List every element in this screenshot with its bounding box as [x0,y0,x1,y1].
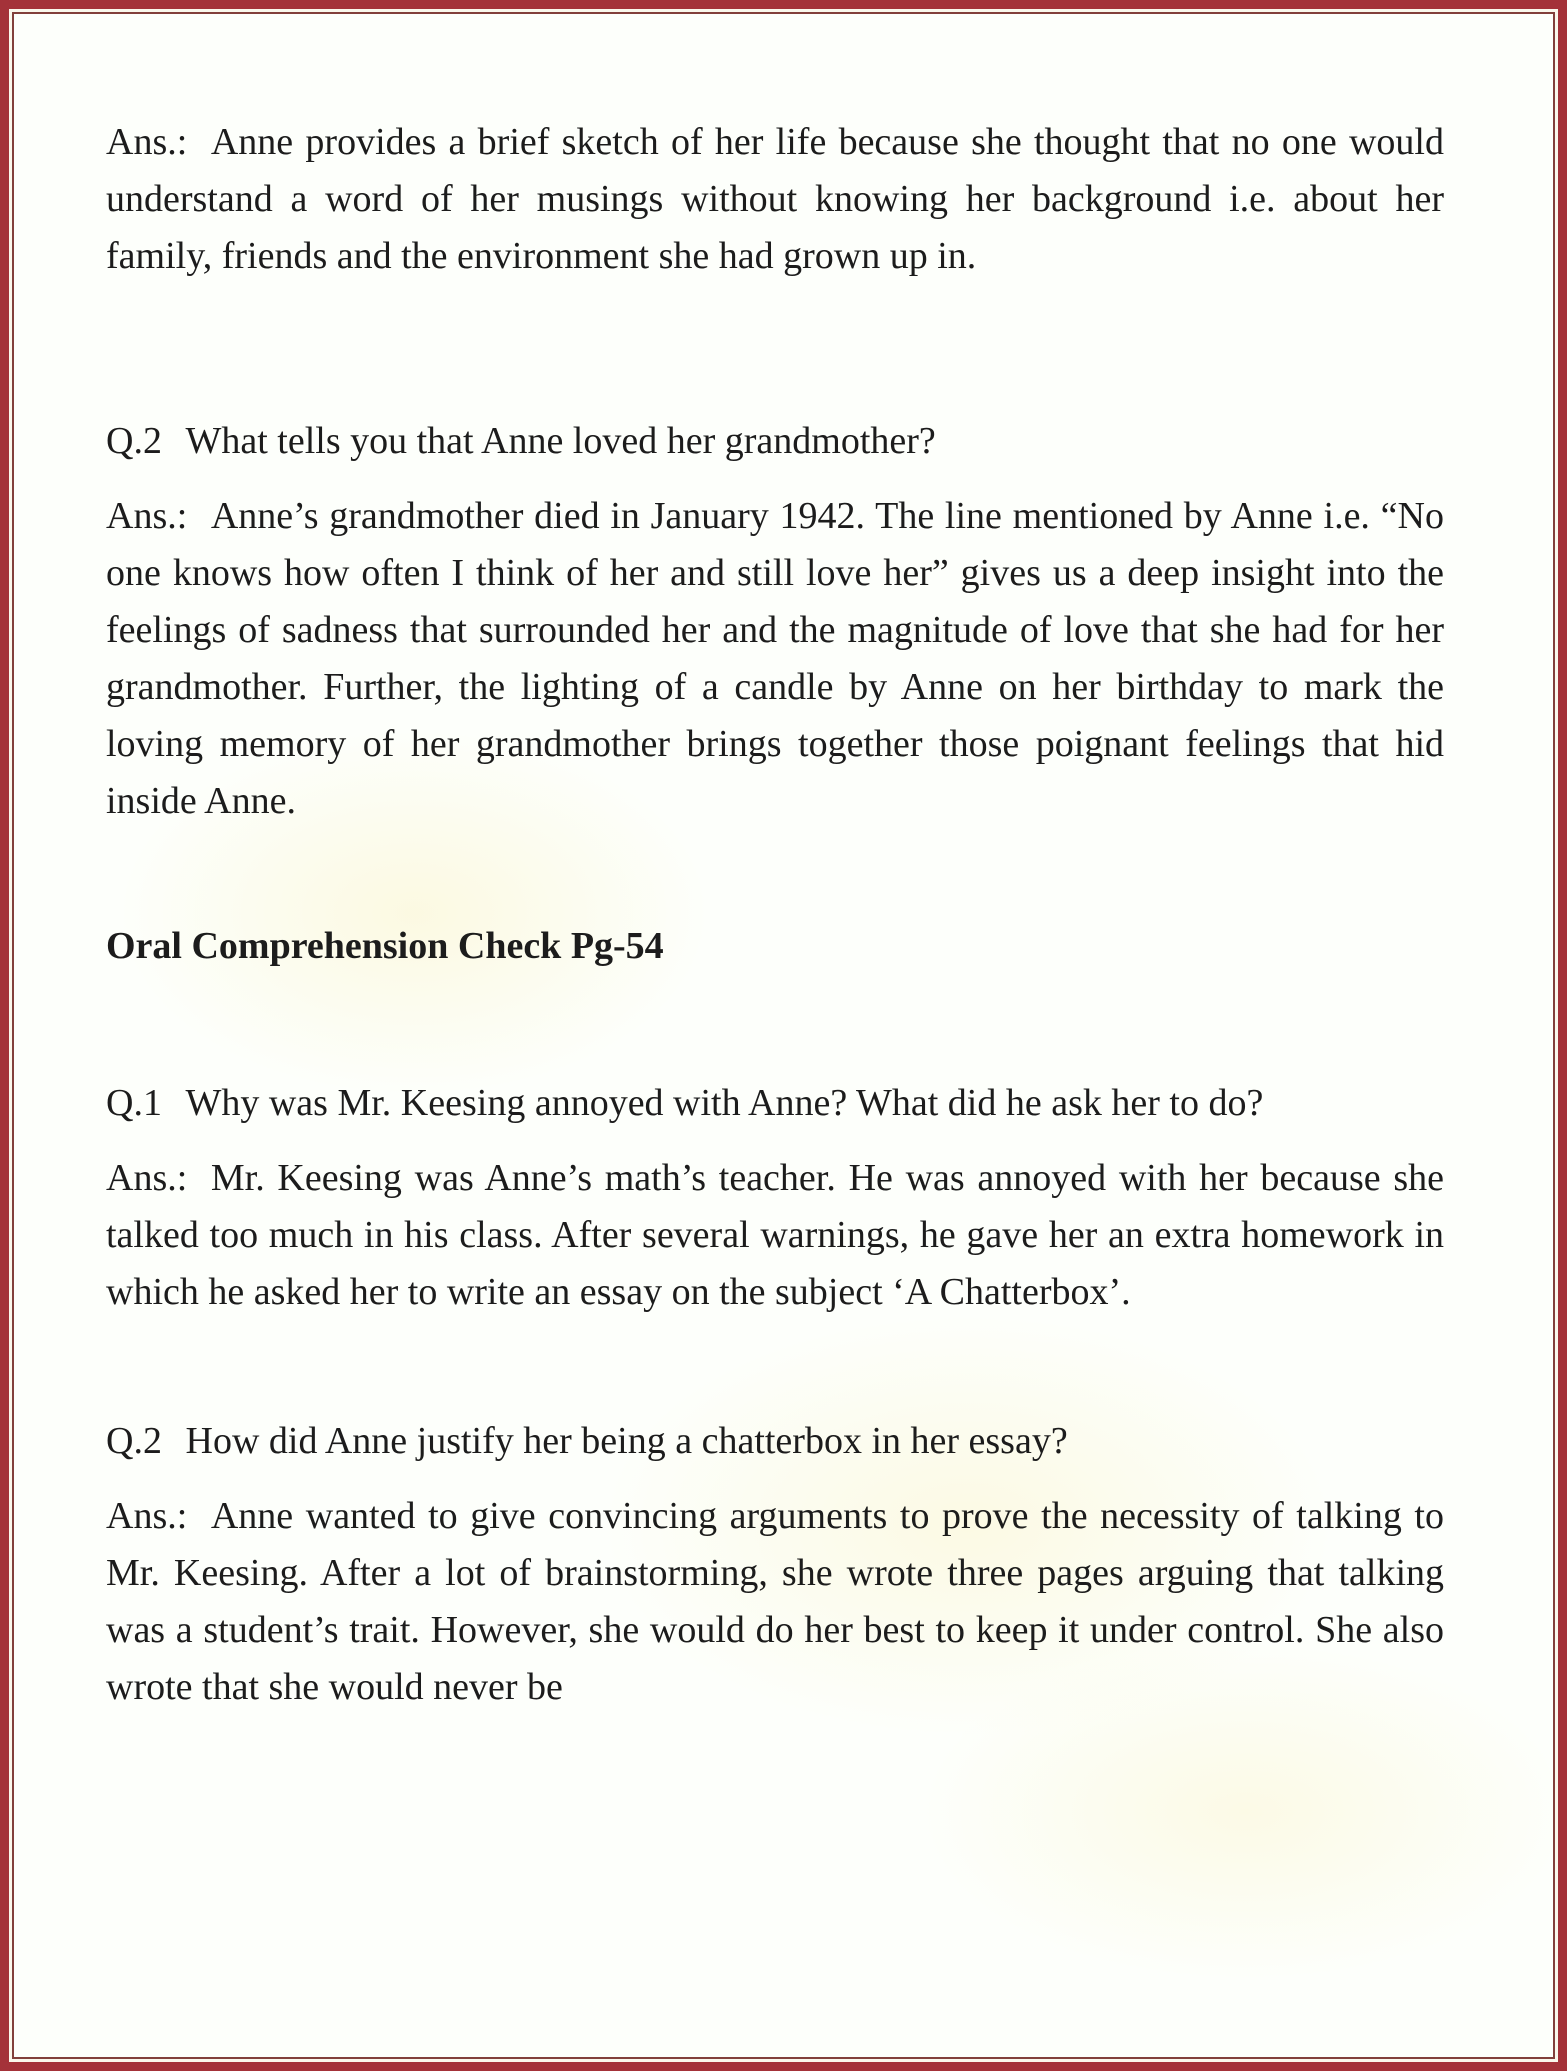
answer-paragraph [106,1488,1444,1716]
answer-label: Ans.: [106,1157,188,1199]
question-label: Q.1 [106,1082,162,1124]
section-heading: Oral Comprehension Check Pg-54 [106,925,664,967]
question-text: What tells you that Anne loved her grandmother? [185,420,936,462]
question-label: Q.2 [106,1420,162,1462]
answer-label: Ans.: [106,1495,188,1537]
answer-paragraph [106,114,1444,285]
question-text: How did Anne justify her being a chatterbox in her essay? [185,1420,1068,1462]
answer-paragraph [106,488,1444,830]
answer-text: Anne wanted to give convincing arguments to prove the necessity of talking to Mr. Keesing. After a lot of brainstorming, she wrote three pages arguing that talking was a student’s trait. However, she would do her best to keep it under control. She also wrote that she would never be [106,1495,1444,1708]
document-content [14,14,1553,2057]
answer-text: Mr. Keesing was Anne’s math’s teacher. He was annoyed with her because she talked too much in his class. After several warnings, he gave her an extra homework in which he asked her to write an essay on the subject ‘A Chatterbox’. [106,1157,1444,1313]
question-label: Q.2 [106,420,162,462]
question-paragraph [106,1075,1444,1132]
answer-text: Anne’s grandmother died in January 1942. The line mentioned by Anne i.e. “No one knows how often I think of her and still love her” gives us a deep insight into the feelings of sadness that surrounded her and the magnitude of love that she had for her grandmother. Further, the lighting of a candle by Anne on her birthday to mark the loving memory of her grandmother brings together those poignant feelings that hid inside Anne. [106,495,1444,822]
answer-label: Ans.: [106,495,188,537]
answer-label: Ans.: [106,121,188,163]
inner-frame [12,12,1555,2059]
question-paragraph [106,1413,1444,1470]
answer-text: Anne provides a brief sketch of her life because she thought that no one would understand a word of her musings without knowing her background i.e. about her family, friends and the environment she had grown up in. [106,121,1444,277]
question-text: Why was Mr. Keesing annoyed with Anne? What did he ask her to do? [185,1082,1264,1124]
answer-paragraph [106,1150,1444,1321]
question-paragraph [106,413,1444,470]
